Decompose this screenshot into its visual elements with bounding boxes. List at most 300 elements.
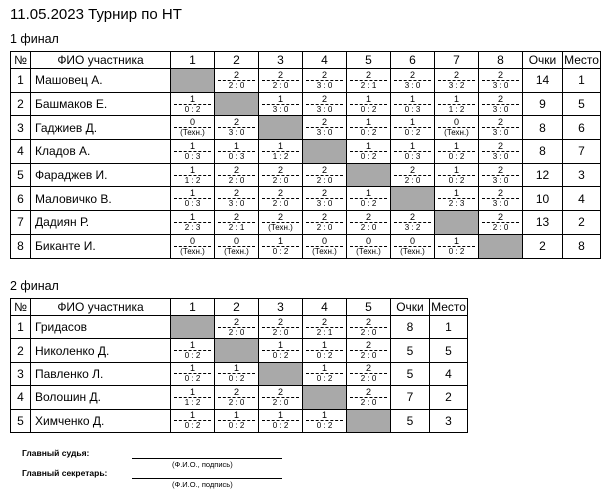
header-col: 4: [303, 52, 347, 69]
match-points: 2: [277, 164, 283, 175]
match-points: 2: [277, 188, 283, 199]
match-points: 2: [497, 188, 503, 199]
participant-name: Кладов А.: [31, 140, 171, 164]
match-score: 0 : 2: [184, 104, 201, 114]
header-col: 2: [215, 52, 259, 69]
table-row: [11, 211, 601, 235]
table-row: [11, 92, 601, 116]
match-result: [215, 386, 259, 409]
participant-name: Биканте И.: [31, 234, 171, 258]
match-result: [215, 409, 259, 432]
match-result: [303, 187, 347, 211]
match-score: 3 : 0: [316, 128, 333, 138]
match-score: 2 : 1: [316, 327, 333, 337]
table-row: [11, 339, 468, 362]
participant-name: Волошин Д.: [31, 386, 171, 409]
match-points: 2: [365, 340, 371, 351]
match-points: 2: [409, 211, 415, 222]
match-result: [215, 316, 259, 339]
points-total: 2: [523, 234, 563, 258]
header-col: 4: [303, 299, 347, 316]
match-result: [479, 187, 523, 211]
match-result: [435, 187, 479, 211]
match-score: 2 : 0: [272, 80, 289, 90]
match-result: [347, 234, 391, 258]
match-points: 1: [189, 410, 195, 421]
table-row: [11, 163, 601, 187]
match-points: 2: [277, 386, 283, 397]
match-result: [391, 116, 435, 140]
match-points: 1: [453, 235, 459, 246]
header-col: 6: [391, 52, 435, 69]
match-result: [171, 339, 215, 362]
place: 7: [563, 140, 601, 164]
match-result: [347, 339, 391, 362]
match-points: 1: [277, 140, 283, 151]
match-points: 2: [233, 188, 239, 199]
match-points: 1: [189, 164, 195, 175]
match-score: 3 : 0: [492, 151, 509, 161]
header-points: Очки: [391, 299, 430, 316]
participant-name: Дадиян Р.: [31, 211, 171, 235]
match-result: [347, 69, 391, 93]
match-points: 2: [409, 69, 415, 80]
place: 5: [563, 92, 601, 116]
match-result: [303, 69, 347, 93]
match-score: 0 : 3: [184, 199, 201, 209]
match-result: [171, 140, 215, 164]
diagonal-cell: [259, 362, 303, 385]
points-total: 14: [523, 69, 563, 93]
match-result: [303, 362, 347, 385]
match-result: [391, 234, 435, 258]
match-points: 2: [233, 211, 239, 222]
match-points: 0: [189, 117, 195, 128]
match-result: [347, 211, 391, 235]
match-score: 0 : 2: [272, 246, 289, 256]
match-points: 2: [365, 386, 371, 397]
match-points: 1: [321, 410, 327, 421]
header-col: 1: [171, 299, 215, 316]
points-total: 13: [523, 211, 563, 235]
place: 5: [430, 339, 468, 362]
match-result: [259, 339, 303, 362]
match-result: [479, 69, 523, 93]
match-points: 0: [453, 117, 459, 128]
place: 2: [563, 211, 601, 235]
row-num: 8: [11, 234, 31, 258]
chief-secretary-label: Главный секретарь:: [22, 468, 108, 478]
match-points: 2: [233, 386, 239, 397]
match-score: 3 : 0: [272, 104, 289, 114]
match-score: 0 : 2: [360, 199, 377, 209]
match-result: [215, 362, 259, 385]
diagonal-cell: [391, 187, 435, 211]
match-result: [303, 234, 347, 258]
match-score: 0 : 2: [184, 421, 201, 431]
place: 1: [563, 69, 601, 93]
match-points: 2: [365, 363, 371, 374]
match-result: [171, 116, 215, 140]
match-points: 1: [365, 140, 371, 151]
match-result: [259, 211, 303, 235]
match-points: 2: [321, 69, 327, 80]
match-score: (Техн.): [180, 246, 205, 256]
match-points: 1: [233, 410, 239, 421]
match-score: 2 : 0: [316, 222, 333, 232]
match-points: 1: [189, 340, 195, 351]
final2-label: 2 финал: [10, 279, 59, 293]
match-result: [259, 409, 303, 432]
match-score: 2 : 0: [228, 175, 245, 185]
page-title: 11.05.2023 Турнир по НТ: [10, 6, 182, 23]
header-name: ФИО участника: [31, 52, 171, 69]
match-score: 2 : 1: [228, 222, 245, 232]
match-points: 1: [277, 235, 283, 246]
match-points: 2: [365, 211, 371, 222]
match-result: [347, 92, 391, 116]
match-points: 2: [321, 316, 327, 327]
match-points: 1: [189, 363, 195, 374]
match-score: 0 : 2: [228, 374, 245, 384]
match-points: 1: [277, 340, 283, 351]
chief-judge-hint: (Ф.И.О., подпись): [172, 460, 233, 469]
match-score: 2 : 0: [360, 397, 377, 407]
match-points: 2: [497, 117, 503, 128]
match-score: 2 : 0: [228, 397, 245, 407]
match-points: 1: [189, 188, 195, 199]
match-result: [259, 316, 303, 339]
match-result: [171, 163, 215, 187]
match-result: [347, 116, 391, 140]
participant-name: Гаджиев Д.: [31, 116, 171, 140]
match-points: 1: [453, 140, 459, 151]
place: 4: [430, 362, 468, 385]
match-points: 2: [321, 164, 327, 175]
match-score: 2 : 0: [492, 222, 509, 232]
match-result: [391, 140, 435, 164]
table-row: [11, 316, 468, 339]
participant-name: Башмаков Е.: [31, 92, 171, 116]
match-points: 1: [233, 363, 239, 374]
match-points: 1: [277, 410, 283, 421]
match-score: 3 : 0: [316, 104, 333, 114]
chief-judge-line: [132, 458, 282, 459]
match-points: 1: [409, 117, 415, 128]
match-score: 3 : 0: [492, 128, 509, 138]
match-points: 2: [233, 316, 239, 327]
match-result: [259, 140, 303, 164]
match-points: 2: [321, 211, 327, 222]
match-points: 0: [321, 235, 327, 246]
participant-name: Николенко Д.: [31, 339, 171, 362]
match-points: 2: [321, 117, 327, 128]
match-result: [347, 140, 391, 164]
table-row: [11, 69, 601, 93]
diagonal-cell: [303, 140, 347, 164]
match-result: [479, 92, 523, 116]
match-result: [215, 187, 259, 211]
match-result: [171, 386, 215, 409]
match-points: 1: [277, 93, 283, 104]
place: 2: [430, 386, 468, 409]
match-score: 2 : 3: [184, 222, 201, 232]
points-total: 12: [523, 163, 563, 187]
table-row: [11, 116, 601, 140]
match-points: 2: [277, 69, 283, 80]
row-num: 7: [11, 211, 31, 235]
match-points: 1: [189, 386, 195, 397]
match-result: [215, 211, 259, 235]
participant-name: Гридасов: [31, 316, 171, 339]
match-points: 2: [497, 211, 503, 222]
match-points: 1: [321, 340, 327, 351]
header-name: ФИО участника: [31, 299, 171, 316]
match-points: 2: [233, 164, 239, 175]
match-score: 2 : 3: [448, 199, 465, 209]
points-total: 8: [523, 140, 563, 164]
match-result: [347, 316, 391, 339]
match-result: [435, 140, 479, 164]
table-row: [11, 234, 601, 258]
match-score: 3 : 0: [492, 104, 509, 114]
match-result: [303, 163, 347, 187]
match-points: 1: [189, 140, 195, 151]
header-col: 1: [171, 52, 215, 69]
match-points: 0: [233, 235, 239, 246]
header-num: №: [11, 52, 31, 69]
match-score: 0 : 2: [272, 351, 289, 361]
match-points: 0: [409, 235, 415, 246]
match-score: 1 : 2: [272, 151, 289, 161]
match-score: 2 : 0: [272, 199, 289, 209]
match-result: [171, 92, 215, 116]
match-score: 0 : 3: [404, 151, 421, 161]
header-row: [11, 299, 468, 316]
match-score: 2 : 0: [272, 327, 289, 337]
diagonal-cell: [215, 339, 259, 362]
match-result: [215, 234, 259, 258]
header-col: 3: [259, 52, 303, 69]
match-points: 2: [497, 69, 503, 80]
match-points: 0: [365, 235, 371, 246]
match-points: 2: [453, 69, 459, 80]
diagonal-cell: [479, 234, 523, 258]
row-num: 1: [11, 316, 31, 339]
chief-secretary-hint: (Ф.И.О., подпись): [172, 480, 233, 489]
match-result: [303, 409, 347, 432]
match-result: [171, 409, 215, 432]
header-row: [11, 52, 601, 69]
match-result: [215, 140, 259, 164]
match-result: [215, 116, 259, 140]
points-total: 5: [391, 339, 430, 362]
match-points: 0: [189, 235, 195, 246]
match-points: 2: [497, 140, 503, 151]
match-score: 3 : 0: [404, 80, 421, 90]
match-score: 0 : 2: [360, 128, 377, 138]
match-score: 2 : 0: [360, 351, 377, 361]
match-result: [215, 163, 259, 187]
points-total: 7: [391, 386, 430, 409]
match-result: [435, 92, 479, 116]
match-score: 2 : 0: [272, 397, 289, 407]
row-num: 2: [11, 339, 31, 362]
match-score: (Техн.): [444, 128, 469, 138]
place: 8: [563, 234, 601, 258]
header-place: Место: [564, 53, 599, 67]
table-row: [11, 409, 468, 432]
match-points: 1: [453, 188, 459, 199]
row-num: 3: [11, 362, 31, 385]
diagonal-cell: [215, 92, 259, 116]
match-points: 2: [277, 211, 283, 222]
match-result: [259, 187, 303, 211]
match-result: [303, 211, 347, 235]
match-score: 1 : 2: [448, 104, 465, 114]
header-col: 8: [479, 52, 523, 69]
match-score: 2 : 0: [404, 175, 421, 185]
match-result: [435, 116, 479, 140]
match-result: [479, 140, 523, 164]
header-col: 3: [259, 299, 303, 316]
table-row: [11, 362, 468, 385]
match-points: 1: [233, 140, 239, 151]
match-score: (Техн.): [224, 246, 249, 256]
points-total: 9: [523, 92, 563, 116]
table-row: [11, 386, 468, 409]
match-score: 2 : 0: [228, 80, 245, 90]
match-score: 0 : 2: [448, 175, 465, 185]
diagonal-cell: [347, 409, 391, 432]
points-total: 5: [391, 409, 430, 432]
match-result: [391, 69, 435, 93]
match-score: 0 : 2: [360, 104, 377, 114]
diagonal-cell: [259, 116, 303, 140]
match-result: [347, 187, 391, 211]
match-score: 2 : 0: [360, 374, 377, 384]
participant-name: Маловичко В.: [31, 187, 171, 211]
final1-table: [10, 51, 601, 259]
match-points: 1: [365, 188, 371, 199]
diagonal-cell: [435, 211, 479, 235]
match-result: [435, 163, 479, 187]
match-result: [303, 339, 347, 362]
match-score: 3 : 2: [404, 222, 421, 232]
match-score: 3 : 0: [492, 199, 509, 209]
match-score: (Техн.): [312, 246, 337, 256]
match-score: 2 : 0: [272, 175, 289, 185]
match-points: 2: [321, 188, 327, 199]
participant-name: Машовец А.: [31, 69, 171, 93]
diagonal-cell: [171, 316, 215, 339]
match-score: 2 : 0: [228, 327, 245, 337]
match-result: [435, 69, 479, 93]
match-result: [303, 316, 347, 339]
match-points: 1: [409, 140, 415, 151]
header-col: 5: [347, 299, 391, 316]
match-score: (Техн.): [356, 246, 381, 256]
match-points: 2: [365, 69, 371, 80]
match-score: 0 : 2: [272, 421, 289, 431]
match-result: [391, 92, 435, 116]
place: 6: [563, 116, 601, 140]
match-result: [391, 163, 435, 187]
points-total: 5: [391, 362, 430, 385]
match-score: 3 : 0: [316, 199, 333, 209]
participant-name: Павленко Л.: [31, 362, 171, 385]
points-total: 8: [523, 116, 563, 140]
header-num: №: [11, 299, 31, 316]
match-result: [391, 211, 435, 235]
match-points: 1: [453, 164, 459, 175]
match-score: 0 : 2: [228, 421, 245, 431]
match-score: 0 : 2: [404, 128, 421, 138]
match-result: [215, 69, 259, 93]
match-points: 1: [453, 93, 459, 104]
match-points: 2: [365, 316, 371, 327]
match-score: 0 : 2: [316, 421, 333, 431]
participant-name: Химченко Д.: [31, 409, 171, 432]
match-score: 3 : 0: [228, 128, 245, 138]
row-num: 5: [11, 409, 31, 432]
match-points: 2: [497, 93, 503, 104]
match-points: 2: [233, 117, 239, 128]
match-result: [347, 386, 391, 409]
match-score: 2 : 0: [316, 175, 333, 185]
row-num: 4: [11, 140, 31, 164]
match-points: 1: [189, 211, 195, 222]
match-score: 3 : 0: [492, 175, 509, 185]
match-score: (Техн.): [400, 246, 425, 256]
match-result: [171, 234, 215, 258]
match-points: 2: [321, 93, 327, 104]
match-result: [435, 234, 479, 258]
match-score: (Техн.): [268, 222, 293, 232]
match-score: 3 : 0: [228, 199, 245, 209]
match-score: 3 : 2: [448, 80, 465, 90]
match-result: [259, 234, 303, 258]
match-score: 2 : 1: [360, 80, 377, 90]
points-total: 8: [391, 316, 430, 339]
match-points: 1: [365, 117, 371, 128]
match-result: [259, 163, 303, 187]
match-points: 1: [365, 93, 371, 104]
participant-name: Фараджев И.: [31, 163, 171, 187]
header-col: 7: [435, 52, 479, 69]
match-score: 0 : 2: [184, 351, 201, 361]
row-num: 2: [11, 92, 31, 116]
final2-table: [10, 298, 468, 433]
match-result: [259, 386, 303, 409]
diagonal-cell: [171, 69, 215, 93]
match-result: [479, 163, 523, 187]
table-row: [11, 140, 601, 164]
header-points: Очки: [523, 52, 563, 69]
match-result: [171, 211, 215, 235]
header-col: 2: [215, 299, 259, 316]
match-points: 1: [321, 363, 327, 374]
match-score: 0 : 3: [184, 151, 201, 161]
match-score: 1 : 2: [184, 397, 201, 407]
row-num: 5: [11, 163, 31, 187]
chief-judge-label: Главный судья:: [22, 448, 90, 458]
match-result: [303, 92, 347, 116]
row-num: 3: [11, 116, 31, 140]
table-row: [11, 187, 601, 211]
match-score: 3 : 0: [492, 80, 509, 90]
match-points: 1: [189, 93, 195, 104]
